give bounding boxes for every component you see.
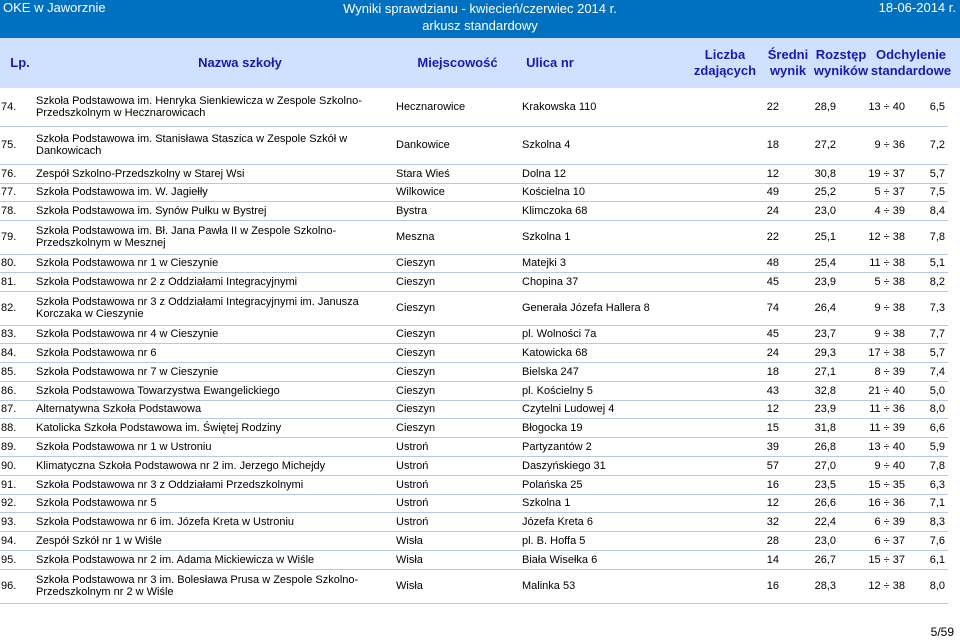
cell-count: 48 [737, 254, 782, 272]
table-row [0, 494, 948, 512]
cell-lp: 88. [0, 418, 33, 437]
cell-count: 15 [737, 418, 782, 437]
cell-count: 57 [737, 456, 782, 475]
table-row [0, 254, 948, 272]
cell-range: 17 ÷ 38 [839, 343, 908, 362]
cell-count: 28 [737, 531, 782, 550]
cell-average: 27,2 [782, 126, 839, 164]
cell-city: Cieszyn [393, 254, 519, 272]
cell-city: Cieszyn [393, 418, 519, 437]
cell-range: 13 ÷ 40 [839, 88, 908, 126]
cell-count: 16 [737, 475, 782, 494]
cell-average: 27,1 [782, 362, 839, 381]
cell-street: Szkolna 4 [519, 126, 737, 164]
cell-count: 24 [737, 343, 782, 362]
cell-lp: 85. [0, 362, 33, 381]
cell-city: Wisła [393, 569, 519, 603]
cell-city: Wisła [393, 550, 519, 569]
cell-street: Polańska 25 [519, 475, 737, 494]
table-row [0, 569, 948, 603]
cell-range: 5 ÷ 37 [839, 183, 908, 201]
cell-range: 9 ÷ 36 [839, 126, 908, 164]
cell-average: 23,9 [782, 400, 839, 418]
cell-range: 6 ÷ 39 [839, 512, 908, 531]
cell-city: Ustroń [393, 475, 519, 494]
cell-average: 25,4 [782, 254, 839, 272]
cell-school-name: Szkoła Podstawowa nr 6 im. Józefa Kreta w Ustroniu [33, 512, 393, 531]
cell-count: 12 [737, 494, 782, 512]
cell-count: 45 [737, 325, 782, 343]
header-std-dev-line2: standardowe [870, 63, 952, 78]
cell-lp: 90. [0, 456, 33, 475]
table-row [0, 456, 948, 475]
cell-school-name: Szkoła Podstawowa nr 1 w Ustroniu [33, 437, 393, 456]
table-row [0, 272, 948, 291]
cell-city: Cieszyn [393, 362, 519, 381]
table-row [0, 88, 948, 126]
cell-std-dev: 6,1 [908, 550, 948, 569]
cell-range: 16 ÷ 36 [839, 494, 908, 512]
cell-street: pl. B. Hoffa 5 [519, 531, 737, 550]
cell-count: 14 [737, 550, 782, 569]
cell-range: 6 ÷ 37 [839, 531, 908, 550]
cell-lp: 79. [0, 220, 33, 254]
header-lp: Lp. [10, 55, 30, 70]
cell-average: 31,8 [782, 418, 839, 437]
cell-school-name: Szkoła Podstawowa Towarzystwa Ewangelickiego [33, 381, 393, 400]
cell-count: 22 [737, 88, 782, 126]
cell-school-name: Szkoła Podstawowa im. Henryka Sienkiewicza w Zespole Szkolno-Przedszkolnym w Hecznarowicach [33, 88, 393, 126]
column-header-row [0, 38, 960, 88]
cell-school-name: Zespół Szkolno-Przedszkolny w Starej Wsi [33, 164, 393, 183]
table-row [0, 325, 948, 343]
cell-count: 18 [737, 362, 782, 381]
organization-name: OKE w Jaworznie [3, 0, 106, 15]
cell-std-dev: 7,1 [908, 494, 948, 512]
cell-street: Katowicka 68 [519, 343, 737, 362]
cell-average: 25,2 [782, 183, 839, 201]
cell-city: Cieszyn [393, 325, 519, 343]
cell-lp: 74. [0, 88, 33, 126]
cell-range: 15 ÷ 35 [839, 475, 908, 494]
cell-lp: 80. [0, 254, 33, 272]
cell-range: 15 ÷ 37 [839, 550, 908, 569]
cell-range: 13 ÷ 40 [839, 437, 908, 456]
cell-school-name: Zespół Szkół nr 1 w Wiśle [33, 531, 393, 550]
cell-std-dev: 7,7 [908, 325, 948, 343]
cell-school-name: Szkoła Podstawowa nr 5 [33, 494, 393, 512]
header-school-name: Nazwa szkoły [198, 55, 282, 70]
cell-average: 23,7 [782, 325, 839, 343]
table-row [0, 531, 948, 550]
cell-range: 4 ÷ 39 [839, 201, 908, 220]
cell-std-dev: 7,5 [908, 183, 948, 201]
cell-school-name: Szkoła Podstawowa nr 7 w Cieszynie [33, 362, 393, 381]
cell-average: 23,0 [782, 531, 839, 550]
table-row [0, 381, 948, 400]
report-title-line2: arkusz standardowy [422, 18, 538, 33]
cell-school-name: Szkoła Podstawowa im. Synów Pułku w Bystrej [33, 201, 393, 220]
cell-std-dev: 6,5 [908, 88, 948, 126]
cell-average: 26,6 [782, 494, 839, 512]
cell-average: 29,3 [782, 343, 839, 362]
cell-count: 18 [737, 126, 782, 164]
cell-city: Cieszyn [393, 400, 519, 418]
cell-count: 22 [737, 220, 782, 254]
cell-street: Chopina 37 [519, 272, 737, 291]
table-row [0, 475, 948, 494]
cell-street: pl. Kościelny 5 [519, 381, 737, 400]
cell-average: 25,1 [782, 220, 839, 254]
table-row [0, 164, 948, 183]
cell-school-name: Katolicka Szkoła Podstawowa im. Świętej Rodziny [33, 418, 393, 437]
table-row [0, 126, 948, 164]
table-row [0, 418, 948, 437]
header-average-line2: wynik [769, 63, 807, 78]
table-row [0, 291, 948, 325]
cell-street: Szkolna 1 [519, 494, 737, 512]
table-row [0, 183, 948, 201]
cell-street: Krakowska 110 [519, 88, 737, 126]
cell-school-name: Szkoła Podstawowa nr 3 im. Bolesława Prusa w Zespole Szkolno-Przedszkolnym nr 2 w Wiśle [33, 569, 393, 603]
header-range-line1: Rozstęp [815, 47, 867, 62]
cell-school-name: Szkoła Podstawowa im. Bł. Jana Pawła II w Zespole Szkolno-Przedszkolnym w Mesznej [33, 220, 393, 254]
cell-city: Dankowice [393, 126, 519, 164]
results-table-body [0, 88, 948, 603]
cell-std-dev: 6,6 [908, 418, 948, 437]
cell-lp: 86. [0, 381, 33, 400]
cell-city: Stara Wieś [393, 164, 519, 183]
cell-lp: 75. [0, 126, 33, 164]
cell-std-dev: 8,3 [908, 512, 948, 531]
cell-count: 24 [737, 201, 782, 220]
cell-street: pl. Wolności 7a [519, 325, 737, 343]
cell-range: 12 ÷ 38 [839, 569, 908, 603]
header-average-line1: Średni [767, 47, 809, 62]
cell-city: Hecznarowice [393, 88, 519, 126]
cell-school-name: Alternatywna Szkoła Podstawowa [33, 400, 393, 418]
cell-std-dev: 8,0 [908, 400, 948, 418]
cell-lp: 96. [0, 569, 33, 603]
cell-range: 9 ÷ 40 [839, 456, 908, 475]
cell-range: 21 ÷ 40 [839, 381, 908, 400]
table-row [0, 400, 948, 418]
cell-average: 26,8 [782, 437, 839, 456]
cell-lp: 91. [0, 475, 33, 494]
cell-street: Malinka 53 [519, 569, 737, 603]
cell-average: 28,3 [782, 569, 839, 603]
cell-street: Szkolna 1 [519, 220, 737, 254]
cell-average: 23,5 [782, 475, 839, 494]
cell-city: Bystra [393, 201, 519, 220]
cell-std-dev: 5,9 [908, 437, 948, 456]
cell-count: 43 [737, 381, 782, 400]
table-row [0, 550, 948, 569]
report-header [0, 0, 960, 38]
table-row [0, 362, 948, 381]
report-date: 18-06-2014 r. [878, 0, 956, 15]
cell-lp: 92. [0, 494, 33, 512]
cell-school-name: Szkoła Podstawowa nr 3 z Oddziałami Integracyjnymi im. Janusza Korczaka w Cieszynie [33, 291, 393, 325]
results-table [0, 88, 948, 604]
cell-city: Ustroń [393, 437, 519, 456]
table-row [0, 201, 948, 220]
cell-count: 49 [737, 183, 782, 201]
cell-school-name: Klimatyczna Szkoła Podstawowa nr 2 im. Jerzego Michejdy [33, 456, 393, 475]
cell-std-dev: 7,6 [908, 531, 948, 550]
cell-std-dev: 6,3 [908, 475, 948, 494]
cell-lp: 82. [0, 291, 33, 325]
header-range-line2: wyników [813, 63, 869, 78]
header-std-dev-line1: Odchylenie [875, 47, 947, 62]
cell-lp: 87. [0, 400, 33, 418]
cell-city: Wisła [393, 531, 519, 550]
header-std-dev [862, 38, 960, 88]
cell-std-dev: 8,0 [908, 569, 948, 603]
cell-range: 9 ÷ 38 [839, 291, 908, 325]
cell-average: 26,4 [782, 291, 839, 325]
cell-count: 16 [737, 569, 782, 603]
header-count [690, 38, 760, 88]
cell-average: 23,0 [782, 201, 839, 220]
cell-average: 28,9 [782, 88, 839, 126]
cell-range: 5 ÷ 38 [839, 272, 908, 291]
page-number: 5/59 [930, 625, 954, 639]
cell-city: Cieszyn [393, 272, 519, 291]
cell-std-dev: 7,8 [908, 456, 948, 475]
cell-city: Wilkowice [393, 183, 519, 201]
table-row [0, 343, 948, 362]
cell-std-dev: 5,0 [908, 381, 948, 400]
cell-school-name: Szkoła Podstawowa nr 4 w Cieszynie [33, 325, 393, 343]
cell-school-name: Szkoła Podstawowa nr 6 [33, 343, 393, 362]
cell-std-dev: 8,2 [908, 272, 948, 291]
cell-count: 12 [737, 400, 782, 418]
cell-street: Daszyńskiego 31 [519, 456, 737, 475]
cell-std-dev: 7,3 [908, 291, 948, 325]
cell-lp: 81. [0, 272, 33, 291]
cell-school-name: Szkoła Podstawowa nr 2 im. Adama Mickiewicza w Wiśle [33, 550, 393, 569]
cell-range: 11 ÷ 38 [839, 254, 908, 272]
cell-range: 11 ÷ 39 [839, 418, 908, 437]
header-count-line2: zdających [693, 63, 757, 78]
cell-lp: 78. [0, 201, 33, 220]
cell-street: Partyzantów 2 [519, 437, 737, 456]
table-row [0, 512, 948, 531]
cell-lp: 77. [0, 183, 33, 201]
cell-lp: 89. [0, 437, 33, 456]
cell-count: 39 [737, 437, 782, 456]
cell-count: 12 [737, 164, 782, 183]
cell-school-name: Szkoła Podstawowa im. Stanisława Staszica w Zespole Szkół w Dankowicach [33, 126, 393, 164]
cell-lp: 93. [0, 512, 33, 531]
cell-range: 8 ÷ 39 [839, 362, 908, 381]
header-city: Miejscowość [417, 55, 498, 70]
cell-street: Bielska 247 [519, 362, 737, 381]
cell-city: Ustroń [393, 456, 519, 475]
cell-city: Cieszyn [393, 343, 519, 362]
cell-range: 9 ÷ 38 [839, 325, 908, 343]
cell-std-dev: 8,4 [908, 201, 948, 220]
cell-std-dev: 7,2 [908, 126, 948, 164]
cell-street: Kościelna 10 [519, 183, 737, 201]
cell-school-name: Szkoła Podstawowa nr 2 z Oddziałami Integracyjnymi [33, 272, 393, 291]
cell-std-dev: 5,7 [908, 164, 948, 183]
header-street: Ulica nr [526, 55, 574, 70]
cell-lp: 95. [0, 550, 33, 569]
cell-street: Józefa Kreta 6 [519, 512, 737, 531]
cell-count: 74 [737, 291, 782, 325]
cell-average: 22,4 [782, 512, 839, 531]
cell-count: 45 [737, 272, 782, 291]
cell-std-dev: 5,7 [908, 343, 948, 362]
cell-city: Ustroń [393, 494, 519, 512]
report-title [0, 0, 960, 34]
cell-std-dev: 7,4 [908, 362, 948, 381]
cell-lp: 94. [0, 531, 33, 550]
cell-street: Czytelni Ludowej 4 [519, 400, 737, 418]
cell-std-dev: 7,8 [908, 220, 948, 254]
cell-average: 30,8 [782, 164, 839, 183]
cell-city: Cieszyn [393, 291, 519, 325]
cell-street: Błogocka 19 [519, 418, 737, 437]
cell-average: 23,9 [782, 272, 839, 291]
table-row [0, 220, 948, 254]
cell-city: Meszna [393, 220, 519, 254]
cell-city: Cieszyn [393, 381, 519, 400]
cell-lp: 84. [0, 343, 33, 362]
cell-average: 27,0 [782, 456, 839, 475]
cell-range: 11 ÷ 36 [839, 400, 908, 418]
table-row [0, 437, 948, 456]
cell-school-name: Szkoła Podstawowa im. W. Jagiełły [33, 183, 393, 201]
cell-street: Biała Wisełka 6 [519, 550, 737, 569]
cell-lp: 83. [0, 325, 33, 343]
cell-school-name: Szkoła Podstawowa nr 1 w Cieszynie [33, 254, 393, 272]
cell-city: Ustroń [393, 512, 519, 531]
cell-range: 12 ÷ 38 [839, 220, 908, 254]
cell-average: 32,8 [782, 381, 839, 400]
cell-street: Generała Józefa Hallera 8 [519, 291, 737, 325]
cell-range: 19 ÷ 37 [839, 164, 908, 183]
report-title-line1: Wyniki sprawdzianu - kwiecień/czerwiec 2014 r. [343, 1, 617, 16]
cell-street: Matejki 3 [519, 254, 737, 272]
header-count-line1: Liczba [704, 47, 746, 62]
cell-street: Klimczoka 68 [519, 201, 737, 220]
cell-average: 26,7 [782, 550, 839, 569]
cell-street: Dolna 12 [519, 164, 737, 183]
cell-lp: 76. [0, 164, 33, 183]
cell-std-dev: 5,1 [908, 254, 948, 272]
cell-school-name: Szkoła Podstawowa nr 3 z Oddziałami Przedszkolnymi [33, 475, 393, 494]
cell-count: 32 [737, 512, 782, 531]
